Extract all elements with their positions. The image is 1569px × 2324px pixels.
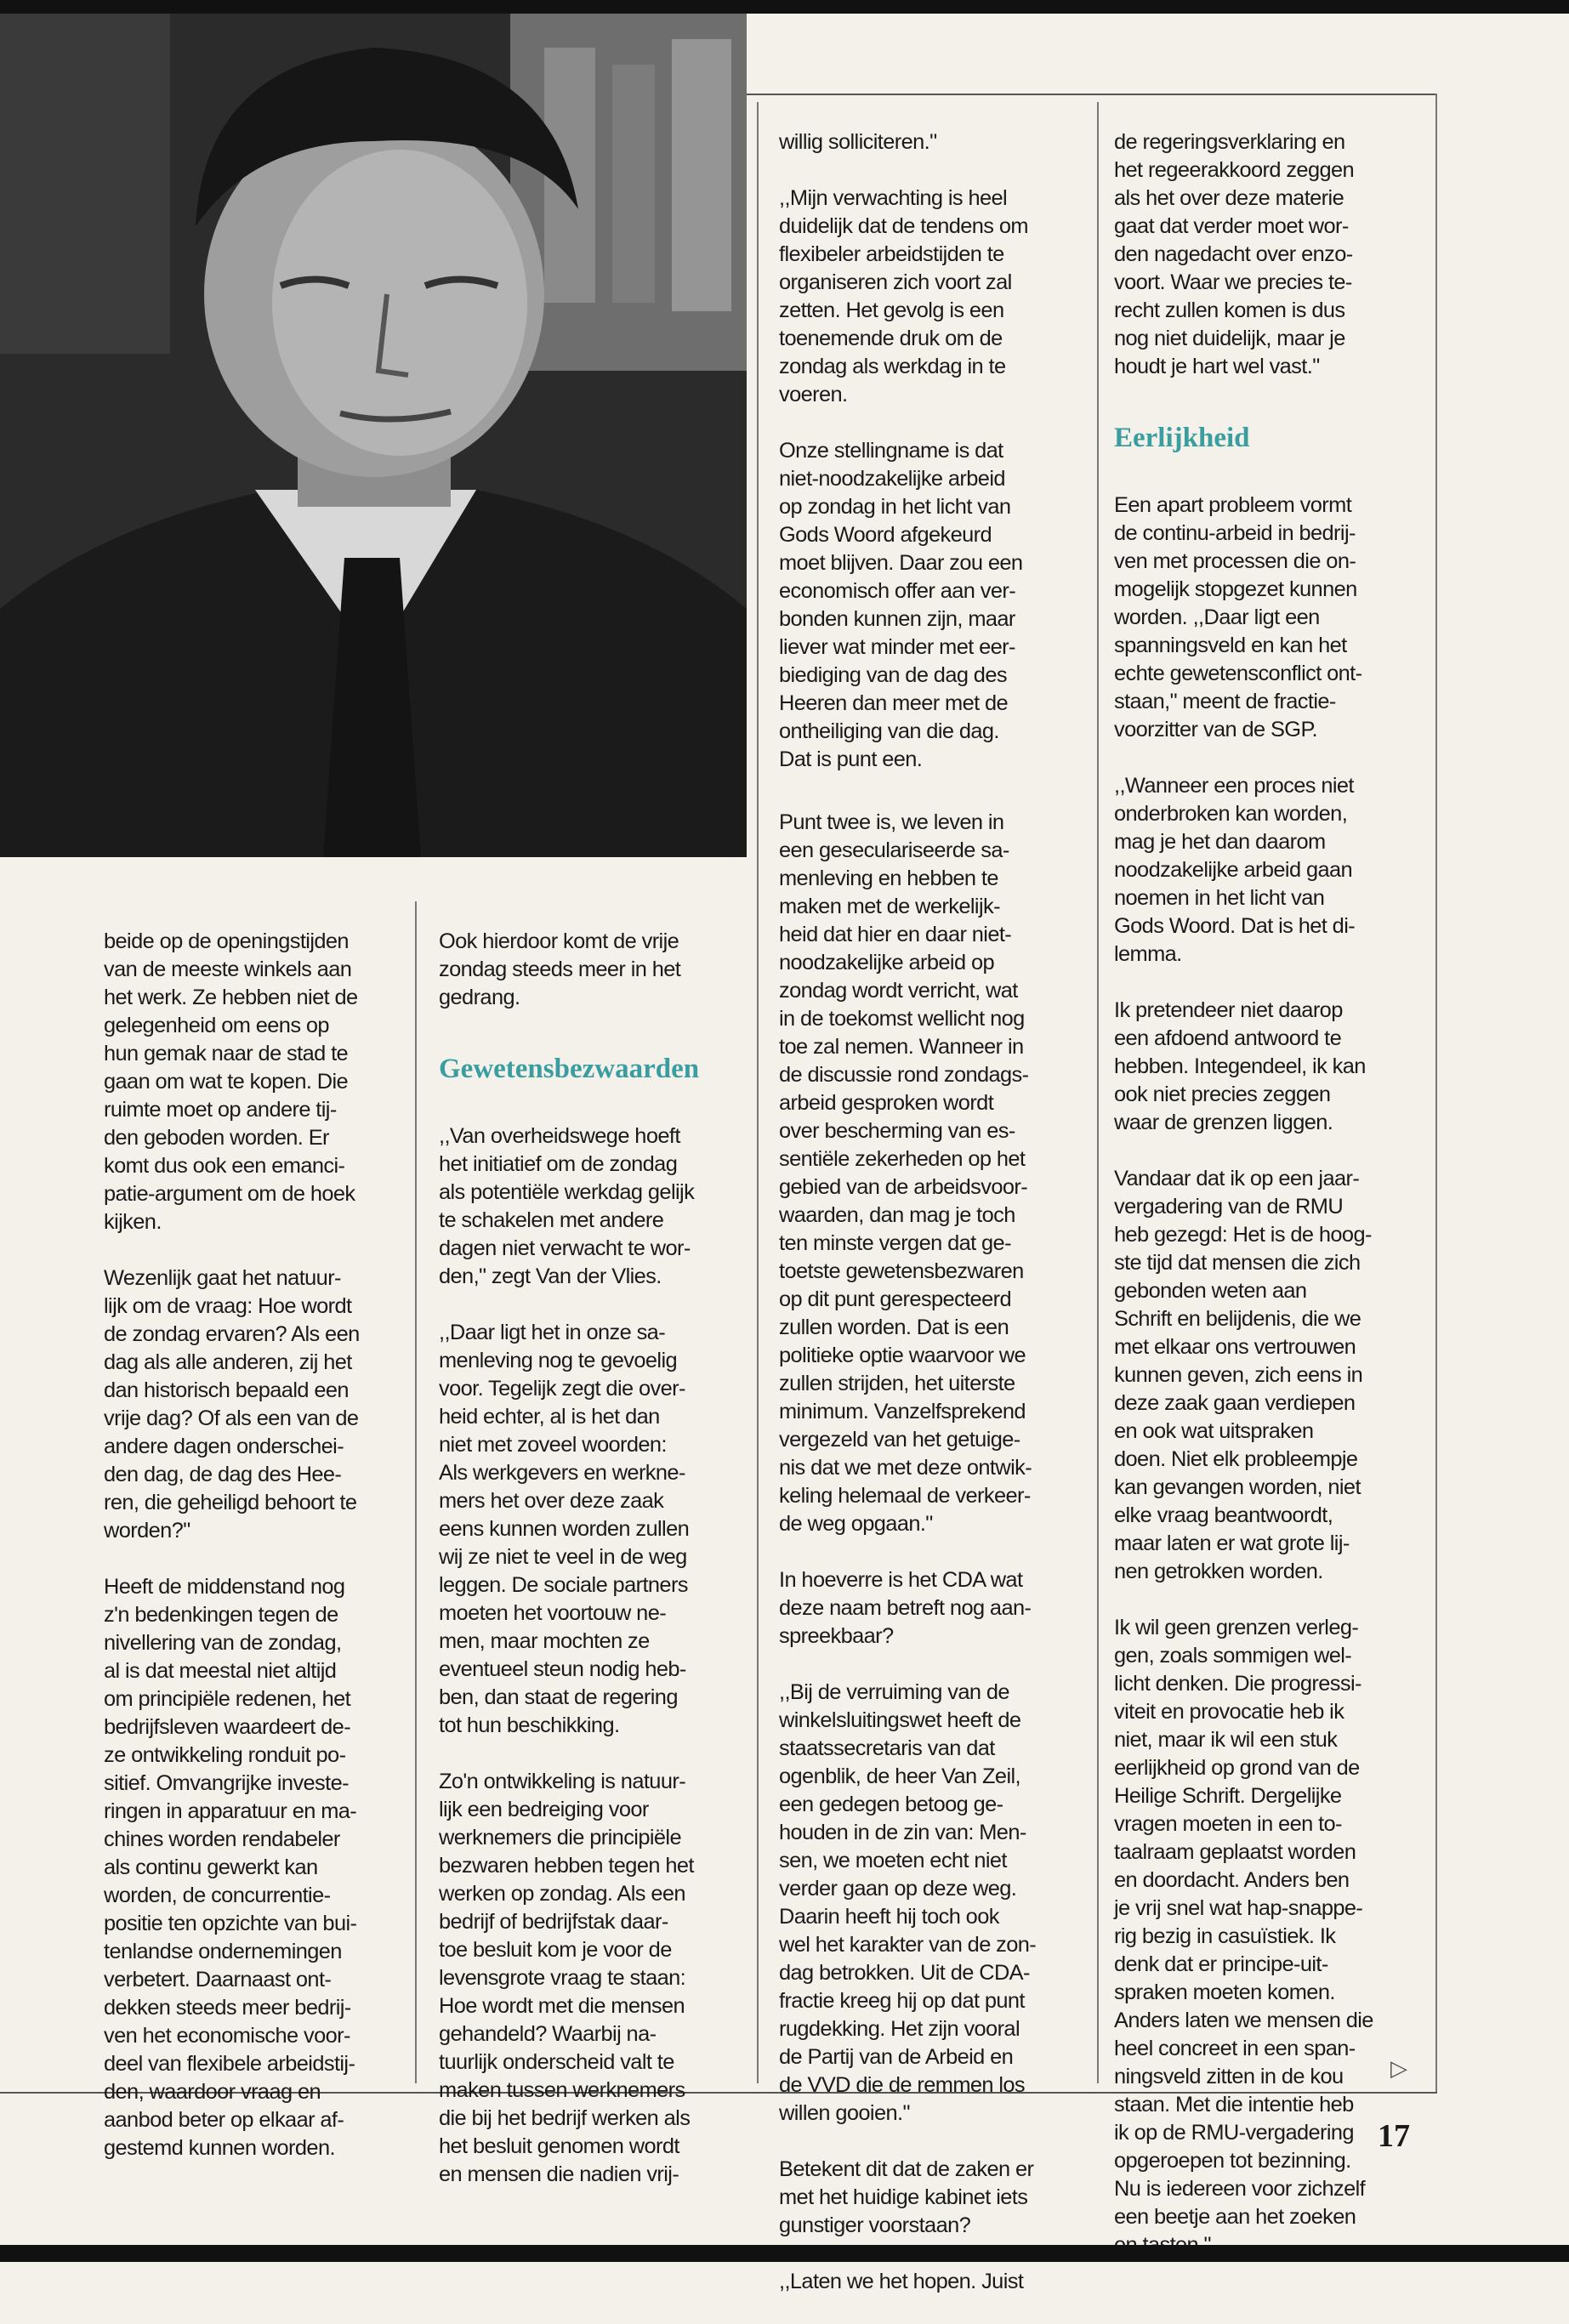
page-number: 17 [1378, 2118, 1410, 2154]
frame-top-rule [747, 94, 1437, 95]
paragraph: ,,Wanneer een proces niet onderbroken kan worden, mag je het dan daarom noodzakelijke arbeid gaan noemen in het licht van Gods Woord. Dat is het di- lemma. [1114, 774, 1356, 966]
portrait-illustration [0, 14, 747, 857]
continue-arrow-icon: ▷ [1390, 2055, 1407, 2081]
column-rule-1 [415, 901, 417, 2083]
column-1 [104, 900, 412, 2160]
paragraph: beide op de openingstijden van de meeste winkels aan het werk. Ze hebben niet de gelegenheid om eens op hun gemak naar de stad te gaan om wat te kopen. Die ruimte moet op andere tij- den geboden worden. Er komt dus ook een emanci- patie-argument om de hoek kijken. [104, 929, 358, 1234]
paragraph: Punt twee is, we leven in een geseculariseerde sa- menleving en hebben te maken met de werkelijk- heid dat hier en daar niet- noodzakelijke arbeid op zondag wordt verricht, wat in de toekomst wellicht nog toe zal nemen. Wanneer in de discussie rond zondags- arbeid gesproken wordt over bescherming van es- sentiële zekerheden op het gebied van de arbeidsvoor- waarden, dan mag je toch ten minste vergen dat ge- toetste gewetensbezwaren op dit punt gerespecteerd zullen worden. Dat is een politieke optie waarvoor we zullen strijden, het uiterste minimum. Vanzelfsprekend vergezeld van het getuige- nis dat we met deze ontwik- keling helemaal de verkeer- de weg opgaan." [779, 810, 1032, 1536]
frame-right-rule [1435, 94, 1437, 2092]
section-heading-eerlijkheid: Eerlijkheid [1114, 423, 1250, 453]
paragraph: ,,Van overheidswege hoeft het initiatief om de zondag als potentiële werkdag gelijk te schakelen met andere dagen niet verwacht te wor- den," zegt Van der Vlies. [439, 1124, 695, 1288]
paragraph: Ik pretendeer niet daarop een afdoend antwoord te hebben. Integendeel, ik kan ook niet precies zeggen waar de grenzen liggen. [1114, 998, 1366, 1134]
question: Betekent dit dat de zaken er met het huidige kabinet iets gunstiger voorstaan? [779, 2157, 1034, 2237]
paragraph: Ik wil geen grenzen verleg- gen, zoals sommigen wel- licht denken. Die progressi- viteit en provocatie heb ik niet, maar ik wil een stuk eerlijkheid op grond van de Heilige Schrift. Dergelijke vragen moeten in een to- taalraam geplaatst worden en doordacht. Anders ben je vrij snel wat hap-snappe- rig bezig in casuïstiek. Ik denk dat er principe-uit- spraken moeten komen. Anders laten we mensen die heel concreet in een span- ningsveld zitten in de kou staan. Met die intentie heb ik op de RMU-vergadering opgeroepen tot bezinning. Nu is iedereen voor zichzelf een beetje aan het zoeken [1114, 1616, 1373, 2229]
column-rule-2 [757, 102, 759, 2083]
column-rule-3 [1097, 102, 1099, 2083]
paragraph: Zo'n ontwikkeling is natuur- lijk een bedreiging voor werknemers die principiële bezwaren hebben tegen het werken op zondag. Als een bedrijf of bedrijfstak daar- toe besluit kom je voor de levensgrote vraag te staan: Hoe wordt met die mensen gehandeld? Waarbij na- tuurlijk onderscheid valt te maken tussen werknemers die bij het bedrijf werken als het besluit genomen wordt en mensen die nadien vrij- [439, 1770, 694, 2186]
column-2 [439, 900, 753, 2186]
paragraph: ,,Daar ligt het in onze sa- menleving nog te gevoelig voor. Tegelijk zegt die over- heid echter, al is het dan niet met zoveel woorden: Als werkgevers en werkne- mers het over deze zaak eens kunnen worden zullen wij ze niet te veel in de weg leggen. De sociale partners moeten het voortouw ne- men, maar mochten ze eventueel steun nodig heb- ben, dan staat de regering tot hun beschikking. [439, 1321, 690, 1737]
question: In hoeverre is het CDA wat deze naam betreft nog aan- spreekbaar? [779, 1568, 1032, 1648]
paragraph: ,,Mijn verwachting is heel duidelijk dat de tendens om flexibeler arbeidstijden te organiseren zich voort zal zetten. Het gevolg is een toenemende druk om de zondag als werkdag in te voeren. [779, 186, 1028, 406]
paragraph: ,,Bij de verruiming van de winkelsluitingswet heeft de staatssecretaris van dat ogenblik, de heer Van Zeil, een gedegen betoog ge- houden in de zin van: Men- sen, we moeten echt niet verder gaan op deze weg. Daarin heeft hij toch ook wel het karakter van de zon- dag betrokken. Uit de CDA- fractie kreeg hij op dat punt rugdekking. Het zijn vooral de Partij van de Arbeid en de VVD die de remmen los willen gooien." [779, 1680, 1037, 2125]
paragraph: willig solliciteren." [779, 130, 937, 154]
top-border [0, 0, 1569, 14]
paragraph: Heeft de middenstand nog z'n bedenkingen tegen de nivellering van de zondag, al is dat meestal niet altijd om principiële redenen, het bedrijfsleven waardeert de- ze ontwikkeling ronduit po- sitief. Omvangrijke investe- ringen in apparatuur en ma- chines worden rendabeler als continu gewerkt kan worden, de concurrentie- positie ten opzichte van bui- tenlandse ondernemingen verbetert. Daarnaast ont- dekken steeds meer bedrij- ven het economische voor- deel van flexibele arbeidstij- den, waardoor vraag en aanbod beter op elkaar af- gestemd kunnen worden. [104, 1575, 357, 2160]
paragraph: Onze stellingname is dat niet-noodzakelijke arbeid op zondag in het licht van Gods Woord afgekeurd moet blijven. Daar zou een economisch offer aan ver- bonden kunnen zijn, maar liever wat minder met eer- biediging van de dag des Heeren dan meer met de ontheiliging van die dag. Dat is punt een. [779, 439, 1023, 771]
paragraph: Wezenlijk gaat het natuur- lijk om de vraag: Hoe wordt de zondag ervaren? Als een dag als alle anderen, zij het dan historisch bepaald een vrije dag? Of als een van de andere dagen onderschei- den dag, de dag des Hee- ren, die geheiligd behoort te worden?" [104, 1266, 360, 1543]
paragraph: Een apart probleem vormt de continu-arbeid in bedrij- ven met processen die on- mogelijk stopgezet kunnen worden. ,,Daar ligt een spanningsveld en kan het echte gewetensconflict ont- staan," meent de fractie- voorzitter van de SGP. [1114, 493, 1362, 742]
paragraph: Vandaar dat ik op een jaar- vergadering van de RMU heb gezegd: Het is de hoog- ste tijd dat mensen die zich gebonden weten aan Schrift en belijdenis, die we met elkaar ons vertrouwen kunnen geven, zich eens in deze zaak gaan verdiepen en ook wat uitspraken doen. Niet elk probleempje kan gevangen worden, niet elke vraag beantwoordt, maar laten er wat grote lij- nen getrokken worden. [1114, 1167, 1372, 1583]
paragraph: ,,Laten we het hopen. Juist [779, 2270, 1024, 2293]
paragraph: de regeringsverklaring en het regeerakkoord zeggen als het over deze materie gaat dat verder moet wor- den nagedacht over enzo- voort. Waar we precies te- recht zullen komen is dus nog niet duidelijk, maar je houdt je hart wel vast." [1114, 130, 1355, 378]
paragraph: Ook hierdoor komt de vrije zondag steeds meer in het gedrang. [439, 929, 681, 1009]
column-3 [779, 100, 1095, 2293]
section-heading-gewetensbezwaarden: Gewetensbezwaarden [439, 1054, 700, 1084]
portrait-photo [0, 14, 747, 857]
bottom-border [0, 2245, 1569, 2262]
